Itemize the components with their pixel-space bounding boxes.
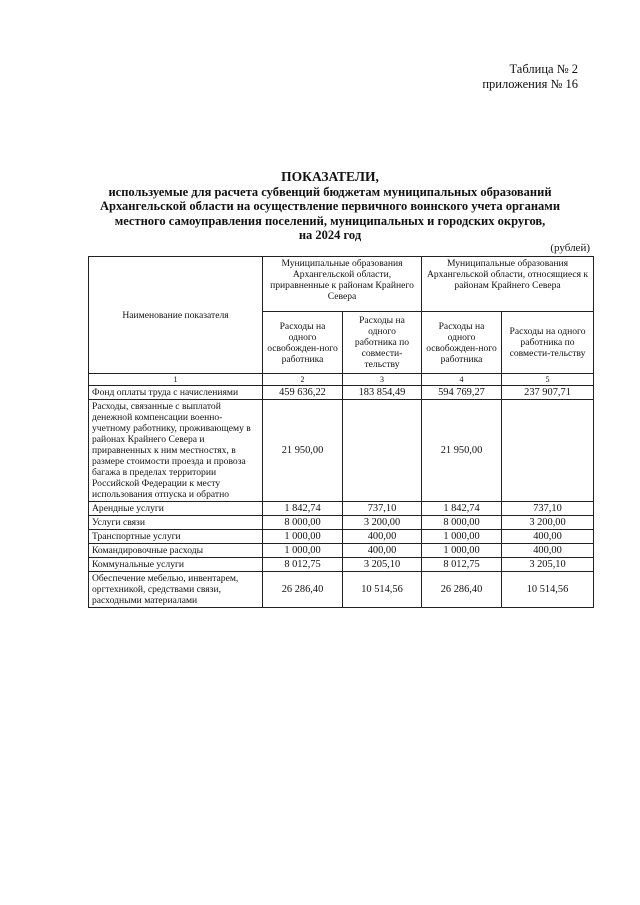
- row-label: Расходы, связанные с выплатой денежной компенсации военно-учетному работнику, проживающему в районах Крайнего Севера и приравненных к ним местностях, в размере стоимости проезда и провоза багажа в пределах территории Российской Федерации к месту использования отпуска и обратно: [89, 400, 263, 502]
- row-label: Командировочные расходы: [89, 544, 263, 558]
- cell-value: 1 000,00: [263, 544, 343, 558]
- cell-value: 1 842,74: [422, 502, 502, 516]
- table-row: [89, 386, 594, 400]
- row-label: Арендные услуги: [89, 502, 263, 516]
- document-title: [80, 170, 580, 243]
- cell-value: 26 286,40: [263, 572, 343, 608]
- column-index: 3: [343, 374, 422, 386]
- cell-value: 1 000,00: [422, 530, 502, 544]
- cell-value: 183 854,49: [343, 386, 422, 400]
- cell-value: 737,10: [502, 502, 594, 516]
- cell-value: 8 012,75: [263, 558, 343, 572]
- cell-value: [343, 400, 422, 502]
- cell-value: 21 950,00: [263, 400, 343, 502]
- cell-value: 10 514,56: [343, 572, 422, 608]
- cell-value: 8 000,00: [263, 516, 343, 530]
- indicators-table: [88, 256, 594, 608]
- header-group-equated-north: Муниципальные образования Архангельской области, приравненные к районам Крайнего Севера: [263, 257, 422, 312]
- cell-value: 594 769,27: [422, 386, 502, 400]
- cell-value: 3 200,00: [502, 516, 594, 530]
- column-index: 5: [502, 374, 594, 386]
- subheader-col-4: Расходы на одного освобожден-ного работника: [422, 312, 502, 374]
- column-index: 4: [422, 374, 502, 386]
- title-heading: ПОКАЗАТЕЛИ,: [281, 169, 379, 184]
- subheader-col-3: Расходы на одного работника по совмести-тельству: [343, 312, 422, 374]
- row-label: Обеспечение мебелью, инвентарем, оргтехникой, средствами связи, расходными материалами: [89, 572, 263, 608]
- row-label: Транспортные услуги: [89, 530, 263, 544]
- cell-value: 8 000,00: [422, 516, 502, 530]
- table-row: [89, 544, 594, 558]
- cell-value: 237 907,71: [502, 386, 594, 400]
- cell-value: 26 286,40: [422, 572, 502, 608]
- cell-value: 3 200,00: [343, 516, 422, 530]
- row-label: Фонд оплаты труда с начислениями: [89, 386, 263, 400]
- table-row: [89, 572, 594, 608]
- column-index: 1: [89, 374, 263, 386]
- cell-value: 400,00: [343, 530, 422, 544]
- cell-value: 400,00: [502, 530, 594, 544]
- title-line-2: Архангельской области на осуществление первичного воинского учета органами: [99, 199, 561, 214]
- appendix-number: приложения № 16: [482, 77, 578, 91]
- cell-value: 3 205,10: [343, 558, 422, 572]
- cell-value: 1 842,74: [263, 502, 343, 516]
- header-row-groups: [89, 257, 594, 312]
- header-group-far-north: Муниципальные образования Архангельской области, относящиеся к районам Крайнего Севера: [422, 257, 594, 312]
- table-number: Таблица № 2: [509, 62, 578, 76]
- cell-value: 459 636,22: [263, 386, 343, 400]
- cell-value: [502, 400, 594, 502]
- cell-value: 737,10: [343, 502, 422, 516]
- row-label: Услуги связи: [89, 516, 263, 530]
- cell-value: 10 514,56: [502, 572, 594, 608]
- title-line-3: местного самоуправления поселений, муниципальных и городских округов,: [114, 213, 546, 228]
- subheader-col-2: Расходы на одного освобожден-ного работника: [263, 312, 343, 374]
- subheader-col-5: Расходы на одного работника по совмести-тельству: [502, 312, 594, 374]
- cell-value: 8 012,75: [422, 558, 502, 572]
- title-line-1: используемые для расчета субвенций бюджетам муниципальных образований: [108, 184, 552, 199]
- header-indicator-name: Наименование показателя: [89, 257, 263, 374]
- cell-value: 1 000,00: [263, 530, 343, 544]
- cell-value: 400,00: [502, 544, 594, 558]
- table-row: [89, 558, 594, 572]
- cell-value: 21 950,00: [422, 400, 502, 502]
- table-row: [89, 502, 594, 516]
- table-row: [89, 530, 594, 544]
- table-reference: [482, 62, 578, 92]
- table-row: [89, 516, 594, 530]
- cell-value: 400,00: [343, 544, 422, 558]
- cell-value: 3 205,10: [502, 558, 594, 572]
- row-label: Коммунальные услуги: [89, 558, 263, 572]
- units-label: (рублей): [550, 242, 590, 254]
- title-line-4: на 2024 год: [298, 228, 362, 243]
- cell-value: 1 000,00: [422, 544, 502, 558]
- column-index: 2: [263, 374, 343, 386]
- table-row: [89, 400, 594, 502]
- column-index-row: [89, 374, 594, 386]
